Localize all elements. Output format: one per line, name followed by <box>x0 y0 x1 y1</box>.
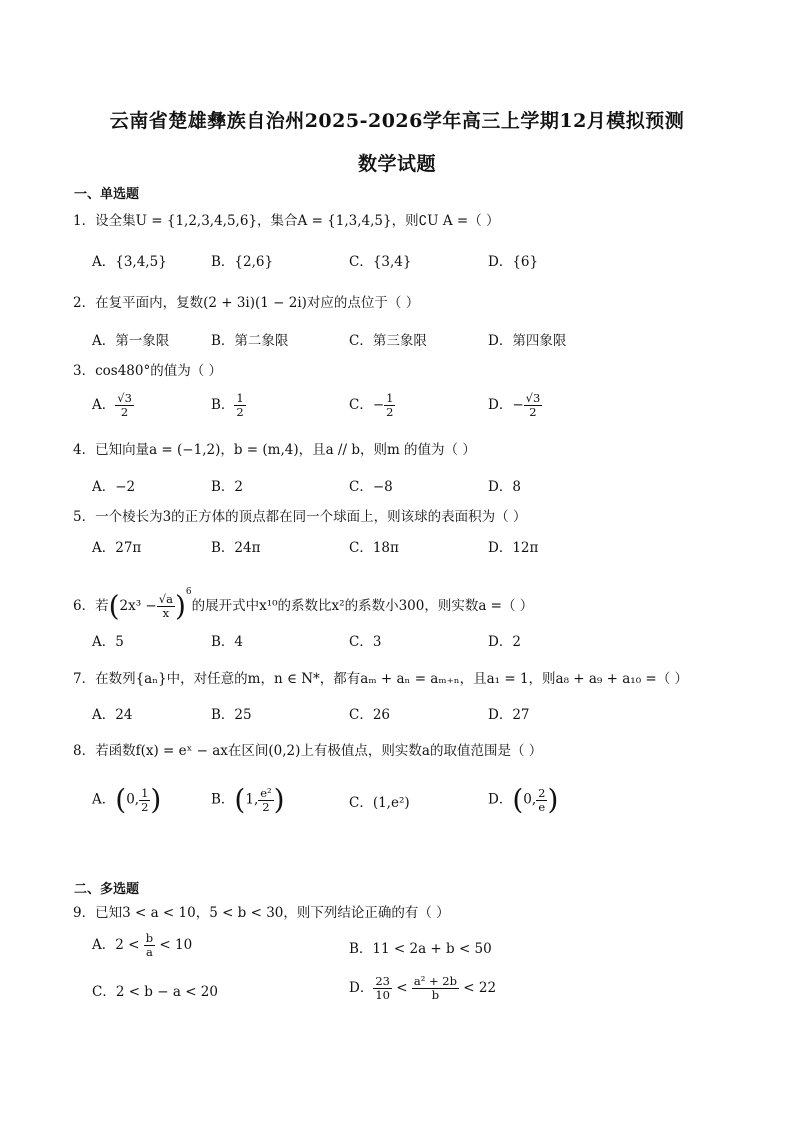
question-7-option-a: A．24 <box>92 707 133 723</box>
question-2-option-a: A．第一象限 <box>92 333 170 349</box>
question-8-option-b <box>211 783 285 816</box>
question-3-option-d <box>488 392 542 419</box>
question-7-option-c: C．26 <box>349 707 391 723</box>
fraction-denominator: e <box>538 799 546 814</box>
expression-term: 2x³ − <box>119 598 157 614</box>
page-subtitle: 数学试题 <box>357 153 436 175</box>
question-4-option-b: B．2 <box>211 479 244 495</box>
option-label: D．− <box>488 397 524 413</box>
question-7-option-b: B．25 <box>211 707 252 723</box>
question-9-stem: 9．已知3 < a < 10，5 < b < 30，则下列结论正确的有（ ） <box>73 905 450 921</box>
question-1-option-d: D．{6} <box>488 254 539 270</box>
fraction <box>373 975 392 1002</box>
question-1-stem: 1．设全集U = {1,2,3,4,5,6}，集合A = {1,3,4,5}，则∁U A =（ ） <box>73 213 500 229</box>
question-4-option-c: C．−8 <box>349 479 393 495</box>
fraction-numerator: b <box>145 931 154 945</box>
fraction-denominator: a <box>146 945 153 959</box>
question-7-option-d: D．27 <box>488 707 530 723</box>
fraction <box>234 392 245 419</box>
inequality-right: < 10 <box>159 937 193 953</box>
fraction <box>384 392 395 419</box>
question-3-option-c <box>349 392 395 419</box>
fraction-numerator: 1 <box>141 785 149 800</box>
fraction-numerator: √3 <box>117 391 132 405</box>
question-3-option-b <box>211 392 246 419</box>
stem-prefix: 6．若 <box>73 598 109 614</box>
right-paren: ) <box>273 783 285 816</box>
question-4-stem: 4．已知向量a = (−1,2)，b = (m,4)，且a // b，则m 的值为（ ） <box>73 442 476 458</box>
question-6-option-b: B．4 <box>211 634 244 650</box>
right-paren: ) <box>174 589 186 623</box>
fraction <box>524 392 543 419</box>
section-heading-single: 一、单选题 <box>74 187 140 202</box>
inequality-left: 2 < <box>115 937 140 953</box>
fraction-numerator: 1 <box>236 391 244 405</box>
question-8-option-a <box>92 783 162 816</box>
question-6-stem <box>73 583 533 621</box>
fraction-numerator: √a <box>158 592 173 606</box>
fraction-denominator: x <box>162 606 170 620</box>
question-8-option-d <box>488 783 559 816</box>
option-label: A． <box>92 397 116 413</box>
option-label: B． <box>211 791 235 808</box>
left-paren: ( <box>108 589 120 623</box>
fraction-denominator: 2 <box>236 405 244 419</box>
question-4-option-a: A．−2 <box>92 479 136 495</box>
section-heading-multi: 二、多选题 <box>74 882 140 897</box>
left-paren: ( <box>115 783 127 816</box>
fraction-numerator: √3 <box>525 391 541 405</box>
fraction-denominator: 2 <box>141 799 149 814</box>
fraction-numerator: 1 <box>386 391 394 405</box>
question-1-option-c: C．{3,4} <box>349 254 412 270</box>
question-6-option-a: A．5 <box>92 634 124 650</box>
question-7-stem: 7．在数列{aₙ}中，对任意的m，n ∈ N*，都有aₘ + aₙ = aₘ₊ₙ，且a₁ = 1，则a₈ + a₉ + a₁₀ =（ ） <box>73 671 689 687</box>
question-2-stem: 2．在复平面内，复数(2 + 3i)(1 − 2i)对应的点位于（ ） <box>73 295 420 311</box>
question-1-option-b: B．{2,6} <box>211 254 274 270</box>
exponent: 6 <box>185 587 192 597</box>
question-3-stem: 3．cos480°的值为（ ） <box>73 363 223 379</box>
question-9-option-d <box>349 975 496 1002</box>
fraction-denominator: 2 <box>386 405 394 419</box>
fraction-numerator: 23 <box>375 974 390 988</box>
page-title: 云南省楚雄彝族自治州2025-2026学年高三上学期12月模拟预测 <box>109 110 685 132</box>
question-2-option-b: B．第二象限 <box>211 333 289 349</box>
right-paren: ) <box>150 783 162 816</box>
question-9-option-a <box>92 932 192 959</box>
fraction-denominator: 2 <box>262 799 270 814</box>
option-label: A． <box>92 791 116 808</box>
stem-suffix: 的展开式中x¹⁰的系数比x²的系数小300，则实数a =（ ） <box>191 598 534 614</box>
question-2-option-d: D．第四象限 <box>488 333 567 349</box>
fraction-denominator: 2 <box>529 405 537 419</box>
inequality-right: < 22 <box>463 980 497 996</box>
fraction-denominator: b <box>431 988 440 1002</box>
fraction <box>536 787 547 814</box>
question-6-option-c: C．3 <box>349 634 382 650</box>
question-9-option-c: C．2 < b − a < 20 <box>92 984 218 1000</box>
question-5-option-a: A．27π <box>92 540 142 556</box>
fraction-denominator: 2 <box>120 405 129 419</box>
fraction <box>412 975 459 1002</box>
option-label: C．− <box>349 397 385 413</box>
interval-start: 1, <box>245 791 259 808</box>
question-1-option-a: A．{3,4,5} <box>92 254 167 270</box>
question-4-option-d: D．8 <box>488 479 521 495</box>
left-paren: ( <box>234 783 246 816</box>
fraction-numerator: e² <box>260 785 272 800</box>
fraction-denominator: 10 <box>375 988 390 1002</box>
fraction <box>144 932 155 959</box>
fraction <box>115 392 134 419</box>
interval-start: 0, <box>126 791 140 808</box>
question-9-option-b: B．11 < 2a + b < 50 <box>349 941 492 957</box>
left-paren: ( <box>512 783 524 816</box>
question-5-option-b: B．24π <box>211 540 261 556</box>
option-label: D． <box>349 980 374 996</box>
fraction <box>258 787 273 814</box>
fraction <box>139 787 150 814</box>
right-paren: ) <box>547 783 559 816</box>
question-5-option-d: D．12π <box>488 540 539 556</box>
question-8-stem: 8．若函数f(x) = eˣ − ax在区间(0,2)上有极值点，则实数a的取值范围是（ ） <box>73 743 543 759</box>
option-label: D． <box>488 791 513 808</box>
question-6-option-d: D．2 <box>488 634 521 650</box>
option-label: A． <box>92 937 116 953</box>
fraction <box>157 593 175 620</box>
inequality-mid: < <box>396 980 408 996</box>
fraction-numerator: a² + 2b <box>413 974 457 988</box>
fraction-numerator: 2 <box>538 785 546 800</box>
question-8-option-c: C．(1,e²) <box>349 795 410 811</box>
question-5-stem: 5．一个棱长为3的正方体的顶点都在同一个球面上，则该球的表面积为（ ） <box>73 509 527 525</box>
question-2-option-c: C．第三象限 <box>349 333 427 349</box>
interval-start: 0, <box>523 791 537 808</box>
option-label: B． <box>211 397 235 413</box>
question-5-option-c: C．18π <box>349 540 399 556</box>
question-3-option-a <box>92 392 134 419</box>
